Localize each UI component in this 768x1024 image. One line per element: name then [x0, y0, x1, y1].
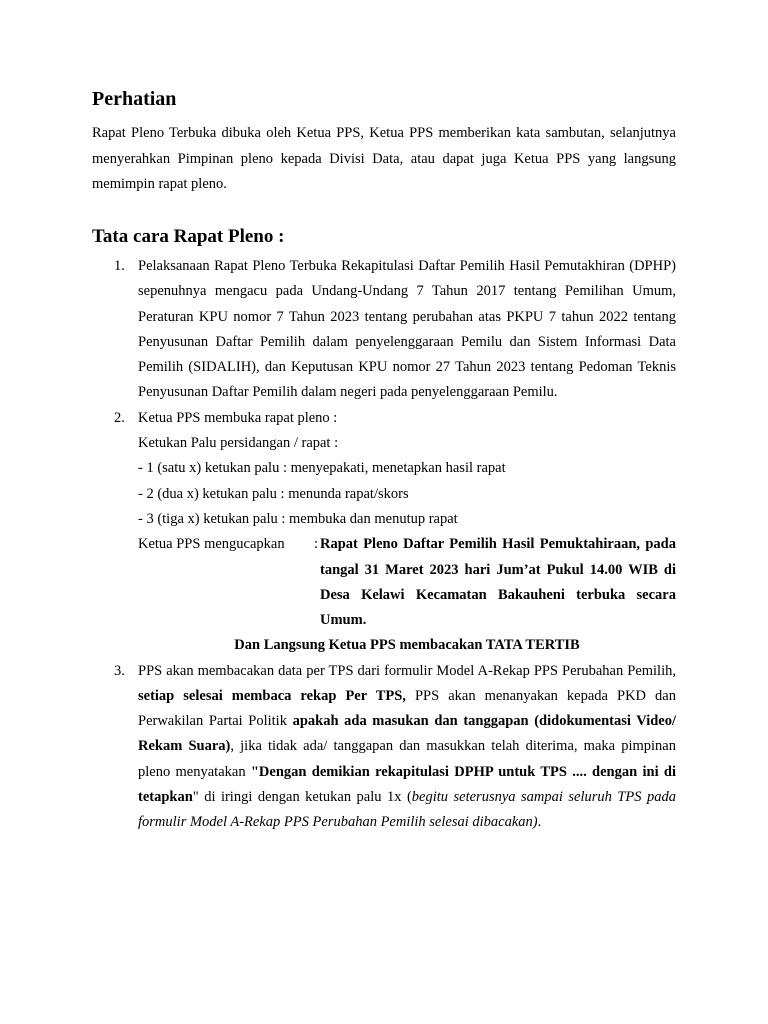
speech-block [138, 532, 676, 633]
list-item-2 [92, 406, 676, 659]
item3-text-1: PPS akan membacakan data per TPS dari formulir Model A-Rekap PPS Perubahan Pemilih, [138, 662, 676, 679]
gavel-heading: Ketukan Palu persidangan / rapat : [138, 435, 339, 452]
closing-statement: Dan Langsung Ketua PPS membacakan TATA TERTIB [234, 637, 580, 654]
heading-tata-cara [92, 225, 284, 249]
list-item-1-text: Pelaksanaan Rapat Pleno Terbuka Rekapitulasi Daftar Pemilih Hasil Pemutakhiran (DPHP) sepenuhnya mengacu pada Undang-Undang 7 Tahun 2017 tentang Pemilihan Umum, Peraturan KPU nomor 7 Tahun 2023 tentang perubahan atas PKPU 7 tahun 2022 tentang Penyusunan Daftar Pemilih dalam penyelenggaraan Pemilu dan Sistem Informasi Data Pemilih (SIDALIH), dan Keputusan KPU nomor 27 Tahun 2023 tentang Pedoman Teknis Penyusunan Daftar Pemilih dalam negeri pada penyelenggaraan Pemilu. [138, 258, 676, 401]
gavel-rule-3: - 3 (tiga x) ketukan palu : membuka dan menutup rapat [138, 510, 458, 527]
item3-bold-1: setiap selesai membaca rekap Per TPS, [138, 687, 406, 704]
heading-perhatian: Perhatian [92, 88, 177, 110]
item3-text-2: PPS akan menanyakan kepada PKD dan Perwakilan Partai Politik [138, 687, 676, 730]
list-item-1 [92, 254, 676, 406]
intro-paragraph: Rapat Pleno Terbuka dibuka oleh Ketua PPS, Ketua PPS memberikan kata sambutan, selanjutnya menyerahkan Pimpinan pleno kepada Divisi Data, atau dapat juga Ketua PPS yang langsung memimpin rapat pleno. [92, 125, 676, 192]
heading-tata-cara-text: Tata cara Rapat Pleno [92, 226, 274, 247]
item3-bold-3: "Dengan demikian rekapitulasi DPHP untuk TPS .... dengan ini di tetapkan [138, 763, 676, 806]
heading-tata-cara-colon: : [273, 226, 285, 247]
gavel-rule-1: - 1 (satu x) ketukan palu : menyepakati, menetapkan hasil rapat [138, 460, 506, 477]
item3-text-4: " di iringi dengan ketukan palu 1x ( [192, 789, 412, 806]
speech-colon: : [314, 536, 319, 553]
list-item-3-text [138, 659, 676, 836]
list-number-3: 3. [114, 662, 125, 679]
item3-italic-1: begitu seterusnya sampai seluruh TPS pada formulir Model A-Rekap PPS Perubahan Pemilih selesai dibacakan) [138, 789, 676, 831]
item3-text-3: , jika tidak ada/ tanggapan dan masukkan telah diterima, maka pimpinan pleno menyatakan [138, 738, 676, 780]
procedure-list [92, 254, 676, 836]
list-number-1: 1. [114, 258, 125, 274]
list-number-2: 2. [114, 409, 125, 426]
item3-bold-2: apakah ada masukan dan tanggapan (didokumentasi Video/ Rekam Suara) [138, 713, 676, 755]
opening-line: Ketua PPS membuka rapat pleno : [138, 409, 338, 426]
speech-label: Ketua PPS mengucapkan [138, 536, 285, 553]
gavel-rule-2: - 2 (dua x) ketukan palu : menunda rapat/skors [138, 485, 409, 502]
speech-text: Rapat Pleno Daftar Pemilih Hasil Pemuktahiraan, pada tangal 31 Maret 2023 hari Jum’at Pukul 14.00 WIB di Desa Kelawi Kecamatan Bakauheni terbuka secara Umum. [320, 536, 676, 629]
list-item-3 [92, 659, 676, 836]
item3-text-5: . [537, 814, 542, 831]
